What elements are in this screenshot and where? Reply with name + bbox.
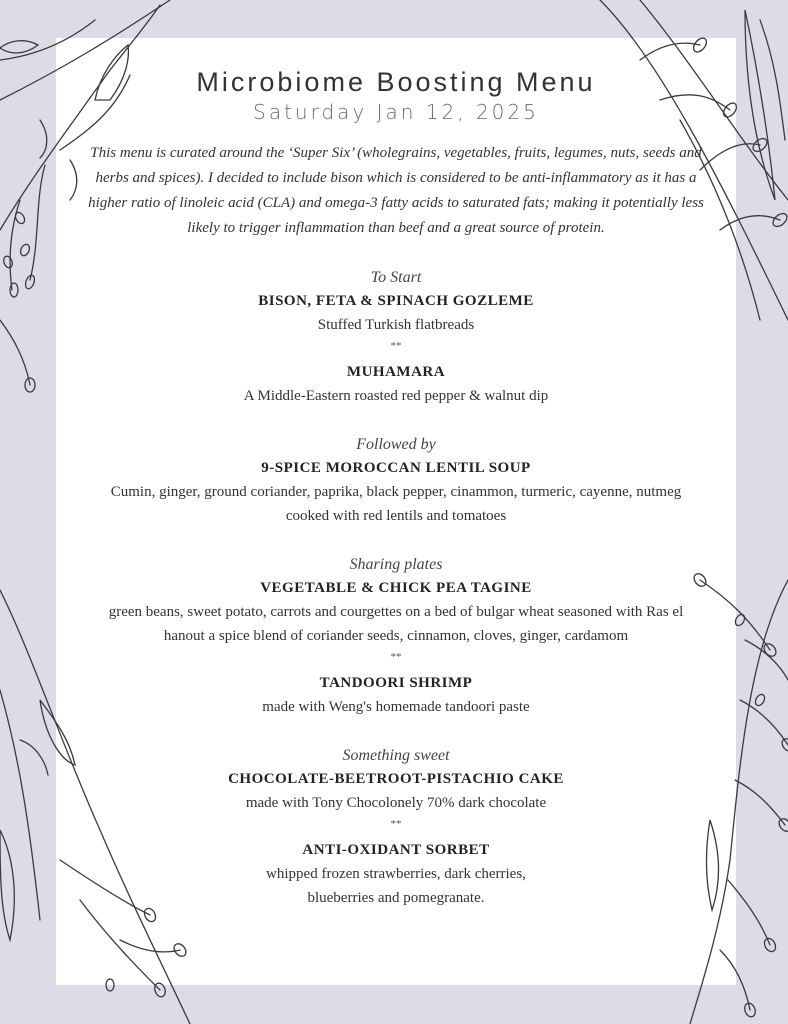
menu-intro: This menu is curated around the ‘Super Six’ (wholegrains, vegetables, fruits, legumes, nuts, seeds and herbs and spices). I decided to include bison which is considered to be anti-inflammatory as it has a higher ratio of linoleic acid (CLA) and omega-3 fatty acids to saturated fats; making it potentially less likely to trigger inflammation than beef and a great source of protein. — [88, 145, 704, 236]
menu-section-to-start — [56, 266, 736, 408]
section-heading: Sharing plates — [349, 556, 443, 573]
section-heading: Something sweet — [342, 747, 450, 764]
dish-description: A Middle-Eastern roasted red pepper & walnut dip — [243, 388, 549, 404]
dish-separator: ** — [390, 651, 402, 663]
menu-content — [56, 38, 736, 910]
dish-description: made with Tony Chocolonely 70% dark chocolate — [245, 795, 547, 811]
dish-name: CHOCOLATE-BEETROOT-PISTACHIO CAKE — [228, 771, 564, 787]
dish-description: made with Weng's homemade tandoori paste — [262, 699, 530, 715]
dish-separator: ** — [390, 818, 402, 830]
dish-description: Stuffed Turkish flatbreads — [317, 317, 475, 333]
dish-name: TANDOORI SHRIMP — [319, 675, 473, 691]
menu-section-something-sweet — [56, 744, 736, 910]
dish-name: ANTI-OXIDANT SORBET — [302, 842, 490, 858]
dish-name: BISON, FETA & SPINACH GOZLEME — [258, 293, 534, 309]
menu-title: Microbiome Boosting Menu — [196, 67, 596, 97]
dish-description: Cumin, ginger, ground coriander, paprika, black pepper, cinammon, turmeric, cayenne, nutmeg cooked with red lentils and tomatoes — [110, 484, 682, 524]
menu-section-sharing-plates — [56, 553, 736, 719]
section-heading: Followed by — [356, 436, 436, 453]
dish-description: whipped frozen strawberries, dark cherries, blueberries and pomegranate. — [266, 866, 526, 906]
section-heading: To Start — [370, 269, 422, 286]
menu-date: Saturday Jan 12, 2025 — [253, 100, 539, 124]
dish-name: 9-SPICE MOROCCAN LENTIL SOUP — [261, 460, 531, 476]
menu-section-followed-by — [56, 433, 736, 528]
dish-name: VEGETABLE & CHICK PEA TAGINE — [260, 580, 532, 596]
dish-name: MUHAMARA — [346, 364, 446, 380]
dish-description: green beans, sweet potato, carrots and courgettes on a bed of bulgar wheat seasoned with Ras el hanout a spice blend of coriander seeds, cinnamon, cloves, ginger, cardamom — [108, 604, 684, 644]
dish-separator: ** — [390, 340, 402, 352]
